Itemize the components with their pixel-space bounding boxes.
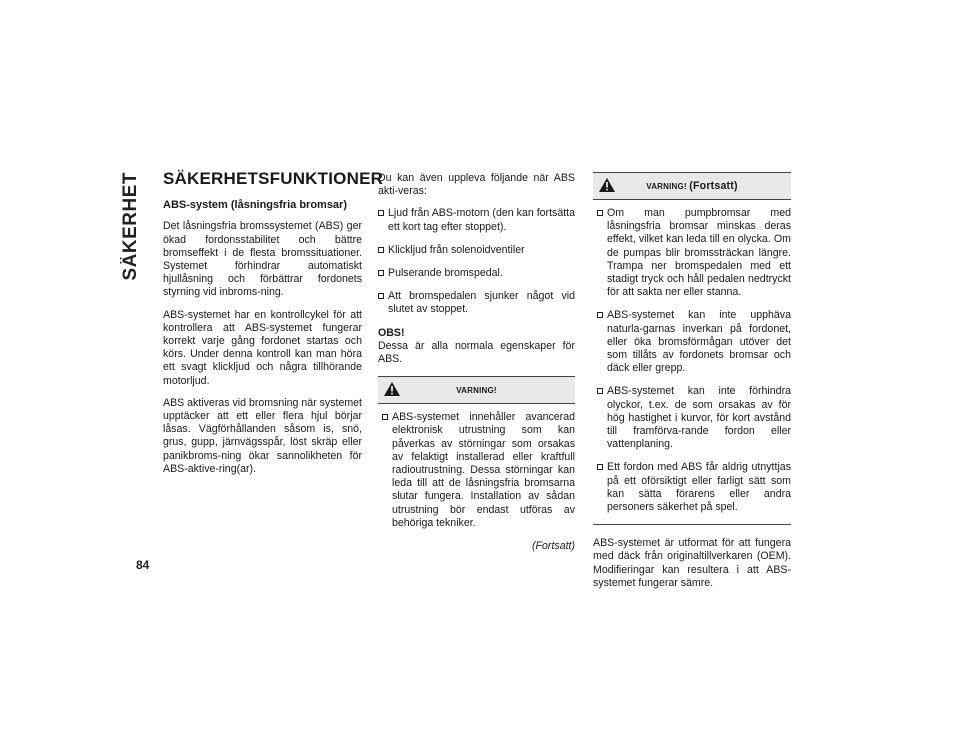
column-3 bbox=[593, 172, 791, 599]
checkbox-bullet-icon bbox=[382, 414, 388, 420]
warning-continued: (Fortsatt) bbox=[689, 180, 738, 192]
page-title: SÄKERHETSFUNKTIONER bbox=[163, 169, 384, 188]
list-item: ABS-systemet kan inte upphäva naturla-garnas inverkan på fordonet, eller öka bromsförmågan utöver det som tillåts av fordonets bromsar och däck eller grepp. bbox=[597, 309, 791, 375]
paragraph: Du kan även uppleva följande när ABS akti-veras: bbox=[378, 172, 575, 198]
column-1 bbox=[163, 169, 384, 485]
list-item: Klickljud från solenoidventiler bbox=[378, 244, 575, 257]
continued-note: (Fortsatt) bbox=[532, 540, 575, 553]
note-text: Dessa är alla normala egenskaper för ABS. bbox=[378, 339, 575, 366]
checkbox-bullet-icon bbox=[378, 210, 384, 216]
checkbox-bullet-icon bbox=[597, 210, 603, 216]
checkbox-bullet-icon bbox=[597, 388, 603, 394]
checkbox-bullet-icon bbox=[597, 312, 603, 318]
list-item: Ljud från ABS-motorn (den kan fortsätta ett kort tag efter stoppet). bbox=[378, 207, 575, 233]
section-tab: SÄKERHET bbox=[120, 172, 141, 281]
warning-label: VARNING! (Fortsatt) bbox=[646, 180, 738, 192]
section-heading: ABS-system (låsningsfria bromsar) bbox=[163, 199, 347, 212]
list-item: Om man pumpbromsar med låsningsfria bromsar minskas deras effekt, vilket kan leda till en olycka. Om de pumpas blir bromssträckan längre. Trampa ner bromspedalen med ett stadigt tryck och håll pedalen nedtryckt för att sakta ner eller stanna. bbox=[597, 207, 791, 299]
checkbox-bullet-icon bbox=[597, 464, 603, 470]
list-item: Pulserande bromspedal. bbox=[378, 267, 575, 280]
list-item: ABS-systemet kan inte förhindra olyckor, t.ex. de som orsakas av för hög hastighet i kurvor, för kort avstånd till framförva-rande fordon eller vattenplaning. bbox=[597, 385, 791, 451]
list-item: Att bromspedalen sjunker något vid slutet av stoppet. bbox=[378, 290, 575, 316]
paragraph: Det låsningsfria bromssystemet (ABS) ger ökad fordonsstabilitet och bättre bromseffekt i de flesta bromssituationer. Systemet förhindrar automatiskt hjullåsning och förbättrar fordonets styrning vid inbroms-ning. bbox=[163, 220, 362, 299]
warning-header bbox=[593, 173, 791, 200]
warning-body bbox=[378, 404, 575, 530]
paragraph: ABS-systemet är utformat för att fungera med däck från originaltillverkaren (OEM). Modifieringar kan resultera i att ABS-systemet fungerar sämre. bbox=[593, 537, 791, 589]
paragraph: ABS aktiveras vid bromsning när systemet upptäcker att ett eller flera hjul börjar låsas. Vägförhållanden såsom is, snö, grus, gupp, järnvägsspår, löst skräp eller panikbroms-ning ökar sannolikheten för ABS-aktive-ring(ar). bbox=[163, 396, 363, 475]
warning-header bbox=[378, 377, 575, 404]
warning-label: VARNING! bbox=[456, 386, 497, 396]
checkbox-bullet-icon bbox=[378, 293, 384, 299]
list-item: Ett fordon med ABS får aldrig utnyttjas på ett oförsiktigt eller farligt sätt som kan sätta förarens eller andra personers säkerhet på spel. bbox=[597, 461, 791, 514]
checkbox-bullet-icon bbox=[378, 270, 384, 276]
note-heading: OBS! bbox=[378, 326, 405, 339]
page-number: 84 bbox=[136, 558, 150, 572]
checkbox-bullet-icon bbox=[378, 247, 384, 253]
paragraph: ABS-systemet har en kontrollcykel för att kontrollera att ABS-systemet fungerar korrekt varje gång fordonet startas och körs. Under denna kontroll kan man höra ett svagt klickljud och några tillhörande motorljud. bbox=[163, 308, 362, 387]
warning-box bbox=[378, 376, 575, 530]
warning-body bbox=[593, 200, 791, 514]
column-2 bbox=[378, 172, 575, 553]
warning-box bbox=[593, 172, 791, 525]
list-item: ABS-systemet innehåller avancerad elektronisk utrustning som kan påverkas av störningar som orsakas av felaktigt installerad eller kraftfull radioutrustning. Dessa störningar kan leda till att de låsningsfria bromsarna slutar fungera. Installation av sådan utrustning bör endast utföras av behöriga tekniker. bbox=[382, 411, 575, 530]
